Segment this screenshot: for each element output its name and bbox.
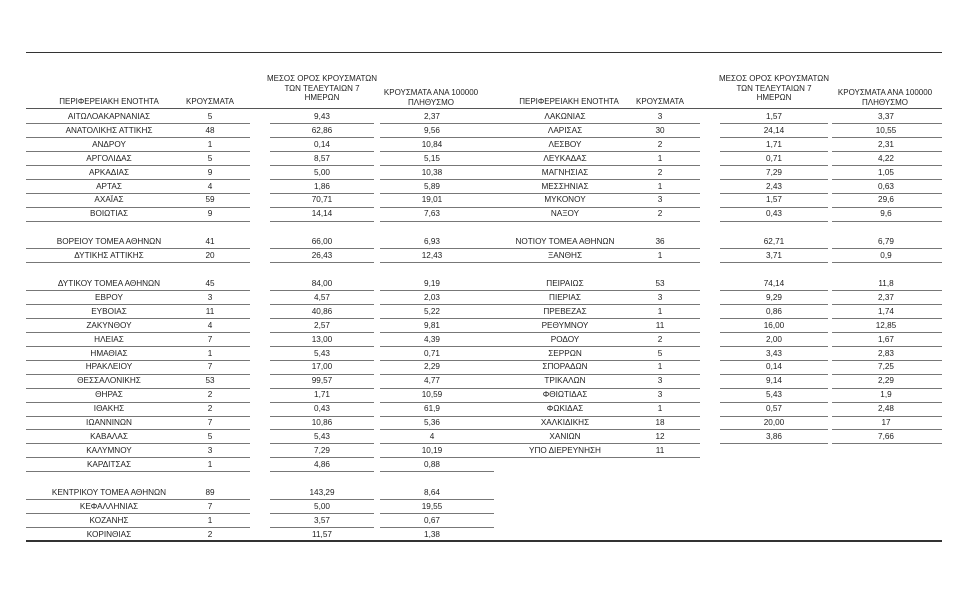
left-cell-cases: 20 bbox=[205, 250, 215, 260]
right-cell-region: ΡΟΔΟΥ bbox=[550, 334, 580, 344]
left-cell-cases: 9 bbox=[207, 167, 213, 177]
left-cell-avg: 70,71 bbox=[311, 195, 333, 205]
left-cell-avg: 9,43 bbox=[314, 112, 330, 121]
left-cell-cases: 1 bbox=[207, 348, 213, 358]
left-cell-per100k: 2,29 bbox=[424, 362, 440, 372]
right-cell-avg: 9,29 bbox=[766, 292, 782, 302]
left-cell-avg: 5,43 bbox=[314, 431, 330, 441]
left-cell-cases: 5 bbox=[207, 112, 213, 121]
right-cell-region: ΠΕΙΡΑΙΩΣ bbox=[546, 279, 584, 288]
right-cell-per100k: 11,8 bbox=[878, 279, 894, 288]
left-cell-per100k: 9,81 bbox=[424, 320, 440, 330]
left-cell-per100k: 4 bbox=[429, 431, 435, 441]
left-cell-per100k: 4,39 bbox=[424, 334, 440, 344]
right-row-rule bbox=[486, 221, 650, 222]
right-cell-per100k: 2,29 bbox=[878, 376, 894, 386]
left-cell-region: ΕΥΒΟΙΑΣ bbox=[91, 306, 127, 316]
right-cell-per100k: 1,05 bbox=[878, 167, 894, 177]
right-header-per100k-line2: ΠΛΗΘΥΣΜΟ bbox=[861, 97, 909, 107]
left-cell-region: ΒΟΡΕΙΟΥ ΤΟΜΕΑ ΑΘΗΝΩΝ bbox=[56, 237, 162, 246]
left-header-region: ΠΕΡΙΦΕΡΕΙΑΚΗ ΕΝΟΤΗΤΑ bbox=[59, 97, 159, 106]
right-row-rule bbox=[832, 221, 942, 222]
left-cell-cases: 1 bbox=[207, 139, 213, 149]
right-cell-cases: 1 bbox=[657, 404, 663, 414]
left-row-rule bbox=[270, 471, 374, 472]
right-cell-avg: 5,43 bbox=[766, 390, 782, 400]
right-cell-cases: 2 bbox=[657, 334, 663, 344]
right-header-avg bbox=[710, 74, 838, 103]
right-cell-avg: 20,00 bbox=[763, 418, 785, 427]
left-cell-cases: 5 bbox=[207, 153, 213, 163]
left-cell-region: ΑΧΑΪΑΣ bbox=[94, 195, 124, 205]
left-cell-per100k: 2,03 bbox=[424, 292, 440, 302]
left-cell-avg: 66,00 bbox=[311, 237, 333, 246]
right-cell-per100k: 7,25 bbox=[878, 362, 894, 372]
left-cell-avg: 11,57 bbox=[312, 529, 332, 539]
left-cell-region: ΑΝΔΡΟΥ bbox=[92, 139, 126, 149]
left-cell-region: ΖΑΚΥΝΘΟΥ bbox=[86, 320, 132, 330]
left-cell-region: ΗΡΑΚΛΕΙΟΥ bbox=[85, 362, 133, 372]
right-cell-per100k: 9,6 bbox=[880, 209, 892, 219]
right-row-rule bbox=[640, 221, 700, 222]
left-cell-region: ΚΟΡΙΝΘΙΑΣ bbox=[86, 529, 132, 539]
left-cell-cases: 48 bbox=[205, 125, 215, 135]
right-cell-cases: 18 bbox=[655, 418, 665, 427]
right-cell-region: ΥΠΟ ΔΙΕΡΕΥΝΗΣΗ bbox=[529, 445, 601, 455]
right-row-rule bbox=[720, 262, 828, 263]
right-cell-avg bbox=[722, 444, 826, 458]
right-row-rule bbox=[640, 262, 700, 263]
left-cell-per100k: 10,59 bbox=[421, 390, 443, 400]
right-cell-cases: 12 bbox=[655, 431, 665, 441]
right-cell-avg: 3,86 bbox=[766, 431, 782, 441]
left-cell-per100k: 7,63 bbox=[424, 209, 440, 219]
right-header-per100k-line1: ΚΡΟΥΣΜΑΤΑ ΑΝΑ 100000 bbox=[837, 88, 933, 97]
right-cell-cases: 5 bbox=[657, 348, 663, 358]
right-cell-per100k bbox=[834, 444, 938, 458]
left-cell-cases: 4 bbox=[207, 181, 213, 191]
right-cell-avg: 1,71 bbox=[766, 139, 782, 149]
left-cell-per100k: 1,38 bbox=[424, 529, 440, 539]
left-cell-per100k: 19,01 bbox=[421, 195, 443, 205]
right-cell-per100k: 29,6 bbox=[878, 195, 894, 205]
left-cell-avg: 5,43 bbox=[314, 348, 330, 358]
right-cell-per100k: 2,37 bbox=[878, 292, 894, 302]
left-cell-avg: 4,86 bbox=[314, 459, 330, 469]
right-cell-region: ΤΡΙΚΑΛΩΝ bbox=[544, 376, 586, 386]
left-cell-region: ΑΙΤΩΛΟΑΚΑΡΝΑΝΙΑΣ bbox=[67, 112, 151, 121]
right-cell-cases: 30 bbox=[655, 125, 665, 135]
right-cell-region: ΛΑΚΩΝΙΑΣ bbox=[544, 112, 586, 121]
left-header-avg-line3: ΗΜΕΡΩΝ bbox=[304, 93, 340, 102]
right-cell-region: ΜΕΣΣΗΝΙΑΣ bbox=[541, 181, 589, 191]
right-cell-cases: 1 bbox=[657, 306, 663, 316]
left-cell-cases: 7 bbox=[207, 334, 213, 344]
left-cell-cases: 5 bbox=[207, 431, 213, 441]
left-cell-cases: 9 bbox=[207, 209, 213, 219]
right-row-rule bbox=[486, 457, 650, 458]
left-cell-region: ΔΥΤΙΚΟΥ ΤΟΜΕΑ ΑΘΗΝΩΝ bbox=[57, 279, 161, 288]
left-cell-cases: 1 bbox=[207, 459, 213, 469]
right-cell-cases: 1 bbox=[657, 153, 663, 163]
left-row-rule bbox=[26, 262, 192, 263]
left-cell-region: ΚΟΖΑΝΗΣ bbox=[89, 515, 129, 525]
left-cell-avg: 1,71 bbox=[314, 390, 330, 400]
left-cell-avg: 3,57 bbox=[314, 515, 330, 525]
right-cell-avg: 2,00 bbox=[766, 334, 782, 344]
left-cell-avg: 7,29 bbox=[314, 445, 330, 455]
bottom-rule bbox=[26, 540, 942, 542]
top-rule bbox=[26, 52, 942, 53]
right-cell-region: ΜΥΚΟΝΟΥ bbox=[544, 195, 586, 205]
right-header-avg-line2: ΤΩΝ ΤΕΛΕΥΤΑΙΩΝ 7 bbox=[736, 83, 812, 93]
left-cell-per100k: 10,38 bbox=[421, 167, 443, 177]
left-row-rule bbox=[26, 221, 192, 222]
left-header-avg-line2: ΤΩΝ ΤΕΛΕΥΤΑΙΩΝ 7 bbox=[284, 83, 360, 93]
left-cell-avg: 143,29 bbox=[309, 488, 335, 497]
left-cell-avg: 1,86 bbox=[314, 181, 330, 191]
left-cell-avg: 26,43 bbox=[311, 250, 333, 260]
right-header-rule bbox=[486, 108, 942, 109]
right-row-rule bbox=[486, 262, 650, 263]
left-cell-cases: 7 bbox=[207, 418, 213, 427]
left-row-rule bbox=[190, 262, 250, 263]
right-cell-cases: 3 bbox=[657, 195, 663, 205]
left-row-rule bbox=[380, 262, 494, 263]
right-cell-per100k: 0,9 bbox=[880, 250, 892, 260]
right-header-avg-line1: ΜΕΣΟΣ ΟΡΟΣ ΚΡΟΥΣΜΑΤΩΝ bbox=[718, 74, 830, 83]
left-cell-region: ΚΕΝΤΡΙΚΟΥ ΤΟΜΕΑ ΑΘΗΝΩΝ bbox=[51, 488, 167, 497]
right-row-rule bbox=[832, 262, 942, 263]
right-cell-cases: 3 bbox=[657, 112, 663, 121]
left-cell-region: ΘΗΡΑΣ bbox=[95, 390, 123, 400]
right-cell-avg: 16,00 bbox=[763, 320, 785, 330]
right-cell-region: ΧΑΛΚΙΔΙΚΗΣ bbox=[540, 418, 590, 427]
right-cell-cases: 3 bbox=[657, 390, 663, 400]
right-cell-cases: 2 bbox=[657, 139, 663, 149]
left-cell-region: ΔΥΤΙΚΗΣ ΑΤΤΙΚΗΣ bbox=[74, 250, 144, 260]
left-cell-cases: 1 bbox=[207, 515, 213, 525]
left-cell-per100k: 10,84 bbox=[421, 139, 443, 149]
right-cell-cases: 11 bbox=[655, 320, 665, 330]
right-cell-region: ΦΘΙΩΤΙΔΑΣ bbox=[542, 390, 588, 400]
left-cell-cases: 2 bbox=[207, 390, 213, 400]
left-cell-per100k: 8,64 bbox=[424, 488, 440, 497]
left-row-rule bbox=[270, 262, 374, 263]
right-cell-region: ΠΙΕΡΙΑΣ bbox=[549, 292, 581, 302]
left-cell-per100k: 19,55 bbox=[421, 501, 443, 511]
left-cell-avg: 2,57 bbox=[314, 320, 330, 330]
right-cell-per100k: 3,37 bbox=[878, 112, 894, 121]
left-header-cases: ΚΡΟΥΣΜΑΤΑ bbox=[186, 97, 234, 106]
left-cell-avg: 4,57 bbox=[314, 292, 330, 302]
right-cell-region: ΣΕΡΡΩΝ bbox=[548, 348, 582, 358]
left-cell-per100k: 0,67 bbox=[424, 515, 440, 525]
right-cell-avg: 3,43 bbox=[766, 348, 782, 358]
right-cell-cases: 1 bbox=[657, 250, 663, 260]
right-cell-per100k: 0,63 bbox=[878, 181, 894, 191]
left-cell-region: ΑΡΓΟΛΙΔΑΣ bbox=[86, 153, 132, 163]
left-cell-region: ΗΛΕΙΑΣ bbox=[94, 334, 124, 344]
left-cell-region: ΚΑΛΥΜΝΟΥ bbox=[86, 445, 132, 455]
right-cell-per100k: 6,79 bbox=[878, 237, 894, 246]
left-cell-avg: 10,86 bbox=[311, 418, 333, 427]
right-cell-avg: 1,57 bbox=[766, 112, 782, 121]
left-cell-avg: 0,43 bbox=[314, 404, 330, 414]
left-cell-cases: 3 bbox=[207, 445, 213, 455]
left-cell-per100k: 6,93 bbox=[424, 237, 440, 246]
right-row-rule bbox=[720, 221, 828, 222]
right-cell-per100k: 12,85 bbox=[875, 320, 897, 330]
left-cell-region: ΚΑΡΔΙΤΣΑΣ bbox=[86, 459, 132, 469]
left-header-avg bbox=[258, 74, 386, 103]
right-cell-region: ΛΕΣΒΟΥ bbox=[548, 139, 582, 149]
left-cell-avg: 84,00 bbox=[311, 279, 333, 288]
left-cell-per100k: 0,71 bbox=[424, 348, 440, 358]
right-cell-region: ΛΑΡΙΣΑΣ bbox=[547, 125, 583, 135]
left-header-per100k-line1: ΚΡΟΥΣΜΑΤΑ ΑΝΑ 100000 bbox=[383, 88, 479, 97]
left-cell-cases: 89 bbox=[205, 488, 215, 497]
right-cell-per100k: 2,48 bbox=[878, 404, 894, 414]
left-cell-region: ΘΕΣΣΑΛΟΝΙΚΗΣ bbox=[77, 376, 141, 386]
left-cell-avg: 17,00 bbox=[311, 362, 333, 372]
right-cell-region: ΧΑΝΙΩΝ bbox=[549, 431, 581, 441]
right-cell-per100k: 1,67 bbox=[878, 334, 894, 344]
right-cell-avg: 7,29 bbox=[766, 167, 782, 177]
right-cell-per100k: 1,74 bbox=[878, 306, 894, 316]
right-cell-avg: 9,14 bbox=[766, 376, 782, 386]
left-cell-per100k: 9,56 bbox=[424, 125, 440, 135]
left-cell-region: ΗΜΑΘΙΑΣ bbox=[90, 348, 128, 358]
left-cell-avg: 8,57 bbox=[314, 153, 330, 163]
right-cell-avg: 3,71 bbox=[766, 250, 782, 260]
right-cell-per100k: 1,9 bbox=[880, 390, 892, 400]
left-row-rule bbox=[270, 221, 374, 222]
right-cell-region: ΡΕΘΥΜΝΟΥ bbox=[541, 320, 589, 330]
right-cell-cases: 2 bbox=[657, 209, 663, 219]
right-cell-avg: 0,57 bbox=[766, 404, 782, 414]
right-cell-region: ΣΠΟΡΑΔΩΝ bbox=[542, 362, 588, 372]
left-cell-per100k: 5,22 bbox=[424, 306, 440, 316]
right-cell-per100k: 10,55 bbox=[875, 125, 897, 135]
right-cell-cases: 3 bbox=[657, 292, 663, 302]
right-header-region: ΠΕΡΙΦΕΡΕΙΑΚΗ ΕΝΟΤΗΤΑ bbox=[519, 97, 619, 106]
left-cell-region: ΚΕΦΑΛΛΗΝΙΑΣ bbox=[79, 501, 139, 511]
right-cell-per100k: 2,31 bbox=[878, 139, 894, 149]
left-cell-avg: 13,00 bbox=[311, 334, 333, 344]
left-cell-avg: 5,00 bbox=[314, 501, 330, 511]
right-cell-per100k: 7,66 bbox=[878, 431, 894, 441]
left-cell-avg: 0,14 bbox=[314, 139, 330, 149]
right-cell-avg: 62,71 bbox=[763, 237, 785, 246]
left-cell-cases: 59 bbox=[205, 195, 215, 205]
right-cell-cases: 3 bbox=[657, 376, 663, 386]
left-header-per100k bbox=[368, 88, 494, 107]
left-cell-cases: 45 bbox=[205, 279, 215, 288]
left-cell-region: ΑΡΤΑΣ bbox=[96, 181, 122, 191]
right-cell-avg: 0,14 bbox=[766, 362, 782, 372]
right-cell-avg: 0,43 bbox=[766, 209, 782, 219]
left-cell-avg: 62,86 bbox=[311, 125, 333, 135]
right-cell-region: ΝΑΞΟΥ bbox=[550, 209, 580, 219]
left-cell-cases: 11 bbox=[205, 306, 215, 316]
left-row-rule bbox=[380, 471, 494, 472]
left-cell-per100k: 5,15 bbox=[424, 153, 440, 163]
right-cell-region: ΝΟΤΙΟΥ ΤΟΜΕΑ ΑΘΗΝΩΝ bbox=[515, 237, 615, 246]
right-cell-avg: 0,71 bbox=[766, 153, 782, 163]
right-cell-avg: 1,57 bbox=[766, 195, 782, 205]
right-cell-avg: 24,14 bbox=[763, 125, 785, 135]
right-cell-cases: 53 bbox=[655, 279, 665, 288]
right-cell-region: ΛΕΥΚΑΔΑΣ bbox=[543, 153, 587, 163]
left-cell-per100k: 10,19 bbox=[421, 445, 443, 455]
left-cell-avg: 40,86 bbox=[311, 306, 333, 316]
left-cell-region: ΕΒΡΟΥ bbox=[95, 292, 123, 302]
right-cell-region: ΠΡΕΒΕΖΑΣ bbox=[543, 306, 587, 316]
right-cell-avg: 2,43 bbox=[766, 181, 782, 191]
right-cell-region: ΞΑΝΘΗΣ bbox=[547, 250, 583, 260]
right-cell-cases: 1 bbox=[657, 181, 663, 191]
left-cell-cases: 53 bbox=[205, 376, 215, 386]
right-cell-cases: 36 bbox=[655, 237, 665, 246]
left-cell-per100k: 5,36 bbox=[424, 418, 440, 427]
right-cell-cases: 11 bbox=[655, 445, 665, 455]
left-cell-avg: 14,14 bbox=[311, 209, 333, 219]
left-cell-per100k: 5,89 bbox=[424, 181, 440, 191]
left-cell-cases: 4 bbox=[207, 320, 213, 330]
right-row-rule bbox=[640, 457, 700, 458]
right-cell-region: ΜΑΓΝΗΣΙΑΣ bbox=[541, 167, 589, 177]
left-row-rule bbox=[26, 471, 192, 472]
left-cell-region: ΑΡΚΑΔΙΑΣ bbox=[88, 167, 130, 177]
right-header-avg-line3: ΗΜΕΡΩΝ bbox=[756, 93, 792, 102]
left-cell-cases: 2 bbox=[207, 529, 213, 539]
left-header-per100k-line2: ΠΛΗΘΥΣΜΟ bbox=[407, 97, 455, 107]
left-cell-cases: 7 bbox=[207, 362, 213, 372]
right-header-cases: ΚΡΟΥΣΜΑΤΑ bbox=[636, 97, 684, 106]
right-cell-per100k: 17 bbox=[881, 418, 891, 427]
left-cell-per100k: 0,88 bbox=[424, 459, 440, 469]
left-cell-region: ΙΘΑΚΗΣ bbox=[93, 404, 125, 414]
right-cell-cases: 1 bbox=[657, 362, 663, 372]
right-cell-per100k: 2,83 bbox=[878, 348, 894, 358]
right-cell-per100k: 4,22 bbox=[878, 153, 894, 163]
right-cell-avg: 74,14 bbox=[763, 279, 785, 288]
left-cell-cases: 3 bbox=[207, 292, 213, 302]
left-row-rule bbox=[380, 221, 494, 222]
left-cell-per100k: 4,77 bbox=[424, 376, 440, 386]
left-cell-per100k: 9,19 bbox=[424, 279, 440, 288]
left-header-rule bbox=[26, 108, 496, 109]
left-cell-region: ΑΝΑΤΟΛΙΚΗΣ ΑΤΤΙΚΗΣ bbox=[65, 125, 153, 135]
right-header-per100k bbox=[822, 88, 948, 107]
left-cell-cases: 41 bbox=[205, 237, 215, 246]
left-cell-region: ΒΟΙΩΤΙΑΣ bbox=[89, 209, 129, 219]
right-cell-cases: 2 bbox=[657, 167, 663, 177]
left-cell-cases: 2 bbox=[207, 404, 213, 414]
left-cell-per100k: 12,43 bbox=[421, 250, 443, 260]
right-cell-avg: 0,86 bbox=[766, 306, 782, 316]
left-cell-region: ΙΩΑΝΝΙΝΩΝ bbox=[86, 418, 132, 427]
left-header-avg-line1: ΜΕΣΟΣ ΟΡΟΣ ΚΡΟΥΣΜΑΤΩΝ bbox=[266, 74, 378, 83]
left-row-rule bbox=[190, 221, 250, 222]
left-cell-avg: 5,00 bbox=[314, 167, 330, 177]
left-cell-cases: 7 bbox=[207, 501, 213, 511]
right-cell-region: ΦΩΚΙΔΑΣ bbox=[546, 404, 584, 414]
left-cell-region: ΚΑΒΑΛΑΣ bbox=[90, 431, 128, 441]
left-cell-per100k: 61,9 bbox=[424, 404, 440, 414]
left-row-rule bbox=[190, 471, 250, 472]
left-cell-avg: 99,57 bbox=[311, 376, 333, 386]
left-cell-per100k: 2,37 bbox=[424, 112, 440, 121]
